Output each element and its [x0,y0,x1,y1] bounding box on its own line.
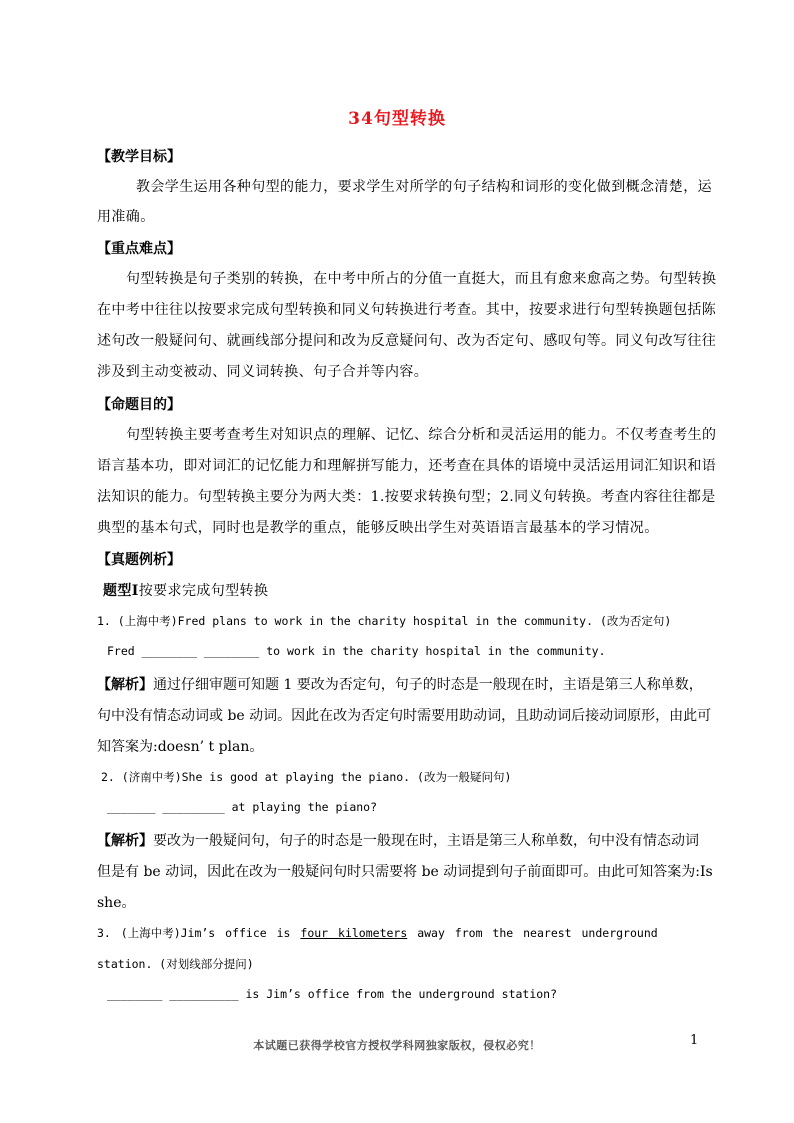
purpose-line-1: 句型转换主要考查考生对知识点的理解、记忆、综合分析和灵活运用的能力。不仅考查考生的 [126,427,717,443]
question-type-heading [103,580,268,600]
analysis-label: 【解析】 [97,833,153,849]
question-2-analysis-line-3: she。 [97,895,136,911]
question-1: 1. (上海中考)Fred plans to work in the charity hospital in the community. (改为否定句) [97,614,672,628]
key-points-line-3: 述句改一般疑问句、就画线部分提问和改为反意疑问句、改为否定句、感叹句等。同义句改写往往 [97,333,717,349]
goals-line-2: 用准确。 [97,209,155,225]
section-heading-goals: 【教学目标】 [97,149,181,165]
question-3-start: 3. (上海中考)Jim’s office is [97,926,301,940]
question-3-answer-line: ________ __________ is Jim’s office from the underground station? [107,987,558,1001]
section-heading-examples: 【真题例析】 [97,552,181,568]
question-3 [97,925,658,941]
question-3-end: away from the nearest underground [407,926,658,940]
question-1-analysis-line-2: 句中没有情态动词或 be 动词。因此在改为否定句时需要用助动词，且助动词后接动词原形，由此可 [97,708,712,724]
page-title: 34句型转换 [348,109,446,129]
key-points-line-1: 句型转换是句子类别的转换，在中考中所占的分值一直挺大，而且有愈来愈高之势。句型转换 [126,271,717,287]
analysis-text: 通过仔细审题可知题 1 要改为否定句，句子的时态是一般现在时，主语是第三人称单数， [153,677,703,693]
question-2: 2. (济南中考)She is good at playing the piano. (改为一般疑问句) [101,770,512,784]
goals-line-1: 教会学生运用各种句型的能力，要求学生对所学的句子结构和词形的变化做到概念清楚，运 [136,179,712,195]
analysis-text: 要改为一般疑问句，句子的时态是一般现在时，主语是第三人称单数，句中没有情态动词 [153,833,699,849]
purpose-line-3: 法知识的能力。句型转换主要分为两大类：1.按要求转换句型；2.同义句转换。考查内容往往都是 [97,489,716,505]
purpose-line-4: 典型的基本句式，同时也是教学的重点，能够反映出学生对英语语言最基本的学习情况。 [97,520,659,536]
question-2-answer-line: _______ _________ at playing the piano? [107,800,378,814]
question-type-label: 题型Ⅰ [103,583,139,599]
copyright-footer: 本试题已获得学校官方授权学科网独家版权，侵权必究！ [253,1039,541,1052]
underlined-phrase: four kilometers [300,926,408,940]
question-1-analysis-line-1 [97,674,703,694]
key-points-line-2: 在中考中往往以按要求完成句型转换和同义句转换进行考查。其中，按要求进行句型转换题包括陈 [97,302,717,318]
question-1-analysis-line-3: 知答案为:doesn’ t plan。 [97,739,264,755]
key-points-line-4: 涉及到主动变被动、同义词转换、句子合并等内容。 [97,364,429,380]
question-1-answer-line: Fred ________ ________ to work in the charity hospital in the community. [107,644,606,658]
section-heading-key-points: 【重点难点】 [97,241,181,257]
question-type-text: 按要求完成句型转换 [138,583,269,599]
question-3-line-2: station. (对划线部分提问) [97,957,254,971]
page-number: 1 [690,1033,699,1048]
question-2-analysis-line-2: 但是有 be 动词，因此在改为一般疑问句时只需要将 be 动词提到句子前面即可。由此可知答案为:Is [97,864,713,880]
section-heading-purpose: 【命题目的】 [97,397,181,413]
analysis-label: 【解析】 [97,677,153,693]
purpose-line-2: 语言基本功，即对词汇的记忆能力和理解拼写能力，还考查在具体的语境中灵活运用词汇知识和语 [97,458,717,474]
question-2-analysis-line-1 [97,830,699,850]
